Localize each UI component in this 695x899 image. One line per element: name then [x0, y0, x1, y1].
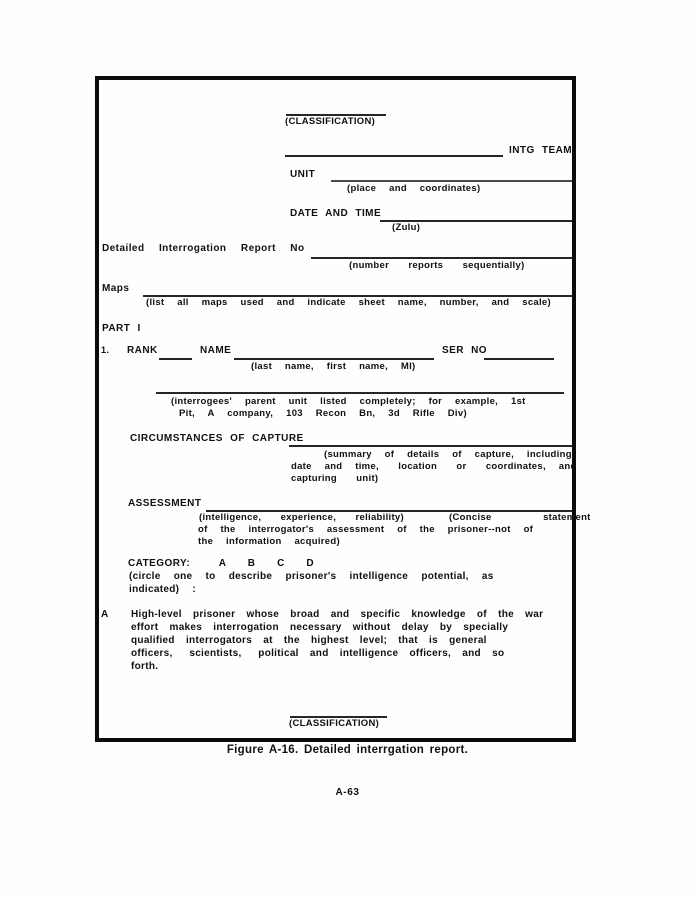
capture-hint-line1: (summary of details of capture, including	[324, 449, 572, 460]
parent-unit-hint-line1: (interrogees' parent unit listed completely; for example, 1st	[171, 396, 526, 407]
assessment-hint-line2: of the interrogator's assessment of the prisoner--not of	[198, 524, 534, 535]
name-field-line	[234, 358, 434, 360]
capture-field-line	[289, 445, 572, 447]
capture-label: CIRCUMSTANCES OF CAPTURE	[130, 433, 304, 444]
rank-field-line	[159, 358, 192, 360]
unit-label: UNIT	[290, 169, 316, 180]
category-a-line: effort makes interrogation necessary without delay by specially	[131, 622, 509, 633]
capture-hint-line3: capturing unit)	[291, 473, 379, 484]
serno-field-line	[484, 358, 554, 360]
parent-unit-field-line	[156, 392, 564, 394]
maps-label: Maps	[102, 283, 130, 294]
capture-hint-line2: date and time, location or coordinates, and	[291, 461, 577, 472]
serno-label: SER NO	[442, 345, 488, 356]
intg-team-field-line	[285, 155, 503, 157]
assessment-label: ASSESSMENT	[128, 498, 202, 509]
assessment-hint-line1: (intelligence, experience, reliability) (Concise statement	[199, 512, 591, 523]
report-no-field-line	[311, 257, 572, 259]
category-label: CATEGORY: A B C D	[128, 558, 315, 569]
category-a-line: officers, scientists, political and intelligence officers, and so	[131, 648, 505, 659]
category-hint-line1: (circle one to describe prisoner's intelligence potential, as	[129, 571, 494, 582]
part1-heading: PART I	[102, 323, 141, 334]
category-hint-line2: indicated) :	[129, 584, 197, 595]
name-hint: (last name, first name, MI)	[251, 361, 416, 372]
parent-unit-hint-line2: Pit, A company, 103 Recon Bn, 3d Rifle Div)	[179, 408, 467, 419]
category-a-line: forth.	[131, 661, 159, 672]
category-a-letter: A	[101, 609, 109, 620]
category-a-line: High-level prisoner whose broad and specific knowledge of the war	[131, 609, 544, 620]
page-number: A-63	[335, 787, 360, 798]
datetime-label: DATE AND TIME	[290, 208, 382, 219]
unit-hint: (place and coordinates)	[347, 183, 481, 194]
form-box	[95, 76, 591, 742]
figure-caption: Figure A-16. Detailed interrgation report.	[226, 744, 469, 756]
report-no-label: Detailed Interrogation Report No	[102, 243, 305, 254]
datetime-hint: (Zulu)	[392, 222, 421, 233]
classification-bottom-label: (CLASSIFICATION)	[289, 718, 380, 729]
unit-field-line	[331, 180, 572, 182]
maps-hint: (list all maps used and indicate sheet name, number, and scale)	[146, 297, 551, 308]
classification-top-label: (CLASSIFICATION)	[285, 116, 376, 127]
rank-label: RANK	[127, 345, 158, 356]
item1-number: 1.	[101, 345, 110, 355]
category-a-line: qualified interrogators at the highest level; that is general	[131, 635, 487, 646]
assessment-hint-line3: the information acquired)	[198, 536, 340, 547]
intg-team-label: INTG TEAM	[509, 145, 573, 156]
name-label: NAME	[200, 345, 232, 356]
report-no-hint: (number reports sequentially)	[349, 260, 525, 271]
